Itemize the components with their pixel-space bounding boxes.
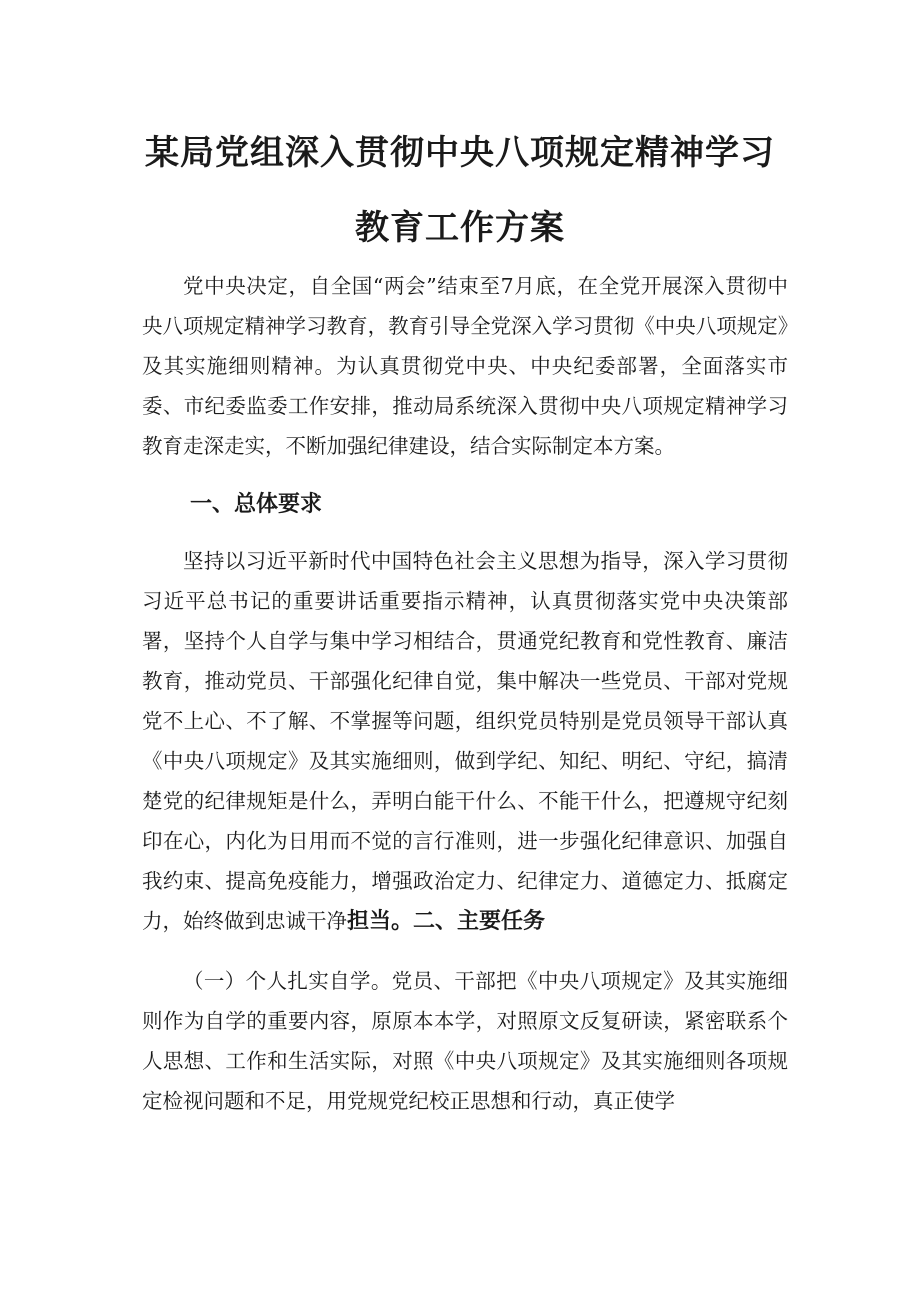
- document-title-line-1: 某局党组深入贯彻中央八项规定精神学习: [145, 133, 775, 173]
- overall-requirements-paragraph: [142, 541, 788, 942]
- task-1-paragraph: （一）个人扎实自学。党员、干部把《中央八项规定》及其实施细则作为自学的重要内容，原原本本学，对照原文反复研读，紧密联系个人思想、工作和生活实际，对照《中央八项规定》及其实施细则各项规定检视问题和不足，用党规党纪校正思想和行动，真正使学: [142, 969, 788, 1113]
- section-heading-main-tasks: 担当。二、主要任务: [347, 909, 546, 934]
- section-heading-overall-requirements: 一、总体要求: [190, 492, 323, 517]
- document-title-line-2: 教育工作方案: [355, 208, 565, 248]
- overall-requirements-text: 坚持以习近平新时代中国特色社会主义思想为指导，深入学习贯彻习近平总书记的重要讲话重要指示精神，认真贯彻落实党中央决策部署，坚持个人自学与集中学习相结合，贯通党纪教育和党性教育、廉洁教育，推动党员、干部强化纪律自觉，集中解决一些党员、干部对党规党不上心、不了解、不掌握等问题，组织党员特别是党员领导干部认真《中央八项规定》及其实施细则，做到学纪、知纪、明纪、守纪，搞清楚党的纪律规矩是什么，弄明白能干什么、不能干什么，把遵规守纪刻印在心，内化为日用而不觉的言行准则，进一步强化纪律意识、加强自我约束、提高免疫能力，增强政治定力、纪律定力、道德定力、抵腐定力，始终做到忠诚干净: [142, 549, 788, 933]
- intro-paragraph: 党中央决定，自全国“两会”结束至7月底，在全党开展深入贯彻中央八项规定精神学习教育，教育引导全党深入学习贯彻《中央八项规定》及其实施细则精神。为认真贯彻党中央、中央纪委部署，全面落实市委、市纪委监委工作安排，推动局系统深入贯彻中央八项规定精神学习教育走深走实，不断加强纪律建设，结合实际制定本方案。: [142, 274, 788, 458]
